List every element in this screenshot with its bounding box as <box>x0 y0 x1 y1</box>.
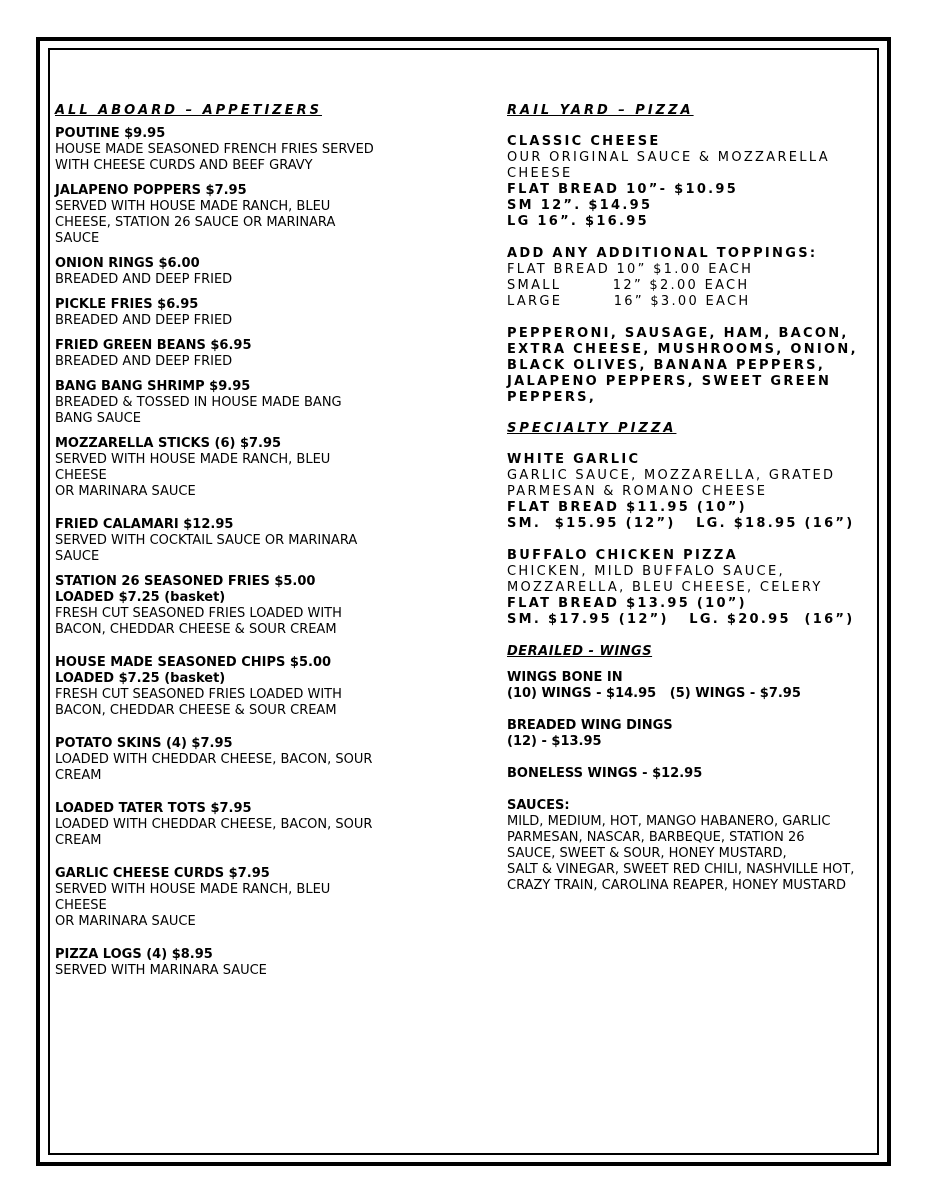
item-desc: CHEESE <box>507 166 573 181</box>
item-desc: CHEESE <box>55 468 107 483</box>
item-name: WHITE GARLIC <box>507 452 641 467</box>
item-name: ONION RINGS $6.00 <box>55 256 200 271</box>
item-desc: FRESH CUT SEASONED FRIES LOADED WITH <box>55 606 342 621</box>
item-name: PICKLE FRIES $6.95 <box>55 297 199 312</box>
wings-line: (10) WINGS - $14.95 (5) WINGS - $7.95 <box>507 686 801 701</box>
toppings-price-row: FLAT BREAD 10” $1.00 EACH <box>507 262 754 277</box>
menu-item <box>55 517 455 565</box>
buffalo-chicken-block <box>507 548 877 628</box>
item-desc: CREAM <box>55 833 102 848</box>
menu-item <box>55 736 455 784</box>
item-price: FLAT BREAD $11.95 (10”) <box>507 500 747 515</box>
item-desc: SERVED WITH HOUSE MADE RANCH, BLEU <box>55 452 331 467</box>
item-desc: OUR ORIGINAL SAUCE & MOZZARELLA <box>507 150 830 165</box>
menu-item <box>55 866 455 930</box>
toppings-price-row: LARGE 16” $3.00 EACH <box>507 294 751 309</box>
menu-item <box>55 338 455 370</box>
item-desc: HOUSE MADE SEASONED FRENCH FRIES SERVED <box>55 142 374 157</box>
toppings-list <box>507 326 877 406</box>
item-name: JALAPENO POPPERS $7.95 <box>55 183 247 198</box>
menu-item <box>55 297 455 329</box>
sauces-block <box>507 798 877 894</box>
item-name: BUFFALO CHICKEN PIZZA <box>507 548 738 563</box>
sauces-line: SALT & VINEGAR, SWEET RED CHILI, NASHVILLE HOT, <box>507 862 855 877</box>
toppings-title: ADD ANY ADDITIONAL TOPPINGS: <box>507 246 818 261</box>
menu-item <box>55 379 455 427</box>
item-desc: CHICKEN, MILD BUFFALO SAUCE, <box>507 564 785 579</box>
wings-item <box>507 670 877 702</box>
item-price: SM. $17.95 (12”) LG. $20.95 (16”) <box>507 612 855 627</box>
item-desc: BACON, CHEDDAR CHEESE & SOUR CREAM <box>55 703 337 718</box>
wings-item <box>507 766 877 782</box>
item-desc: OR MARINARA SAUCE <box>55 484 196 499</box>
toppings-line: BLACK OLIVES, BANANA PEPPERS, <box>507 358 826 373</box>
item-desc: GARLIC SAUCE, MOZZARELLA, GRATED <box>507 468 836 483</box>
wings-line: WINGS BONE IN <box>507 670 623 685</box>
sauces-line: CRAZY TRAIN, CAROLINA REAPER, HONEY MUSTARD <box>507 878 847 893</box>
classic-cheese-block <box>507 134 877 230</box>
appetizers-column <box>55 103 455 988</box>
item-desc: LOADED WITH CHEDDAR CHEESE, BACON, SOUR <box>55 752 373 767</box>
menu-item <box>55 183 455 247</box>
toppings-line: JALAPENO PEPPERS, SWEET GREEN <box>507 374 832 389</box>
item-desc: BACON, CHEDDAR CHEESE & SOUR CREAM <box>55 622 337 637</box>
item-name: POUTINE $9.95 <box>55 126 166 141</box>
wings-line: (12) - $13.95 <box>507 734 602 749</box>
item-name: MOZZARELLA STICKS (6) $7.95 <box>55 436 282 451</box>
item-price: FLAT BREAD $13.95 (10”) <box>507 596 747 611</box>
item-price: SM 12”. $14.95 <box>507 198 653 213</box>
wings-heading: DERAILED - WINGS <box>507 644 653 659</box>
white-garlic-block <box>507 452 877 532</box>
item-desc: BREADED AND DEEP FRIED <box>55 272 233 287</box>
item-desc: BREADED AND DEEP FRIED <box>55 354 233 369</box>
item-desc: CHEESE, STATION 26 SAUCE OR MARINARA <box>55 215 336 230</box>
item-name: PIZZA LOGS (4) $8.95 <box>55 947 213 962</box>
item-name: FRIED CALAMARI $12.95 <box>55 517 234 532</box>
pizza-heading: RAIL YARD – PIZZA <box>507 103 694 118</box>
sauces-line: SAUCE, SWEET & SOUR, HONEY MUSTARD, <box>507 846 787 861</box>
item-desc: BREADED & TOSSED IN HOUSE MADE BANG <box>55 395 342 410</box>
item-desc: BANG SAUCE <box>55 411 141 426</box>
item-desc: WITH CHEESE CURDS AND BEEF GRAVY <box>55 158 313 173</box>
item-desc: LOADED WITH CHEDDAR CHEESE, BACON, SOUR <box>55 817 373 832</box>
wings-item <box>507 718 877 750</box>
item-desc: SERVED WITH HOUSE MADE RANCH, BLEU <box>55 882 331 897</box>
toppings-line: PEPPERONI, SAUSAGE, HAM, BACON, <box>507 326 849 341</box>
menu-item <box>55 126 455 174</box>
item-desc: OR MARINARA SAUCE <box>55 914 196 929</box>
item-name-loaded: LOADED $7.25 (basket) <box>55 590 226 605</box>
item-desc: SAUCE <box>55 231 100 246</box>
item-desc: SERVED WITH HOUSE MADE RANCH, BLEU <box>55 199 331 214</box>
item-name: FRIED GREEN BEANS $6.95 <box>55 338 252 353</box>
item-name: CLASSIC CHEESE <box>507 134 661 149</box>
item-desc: BREADED AND DEEP FRIED <box>55 313 233 328</box>
item-desc: SERVED WITH COCKTAIL SAUCE OR MARINARA <box>55 533 358 548</box>
item-name: GARLIC CHEESE CURDS $7.95 <box>55 866 270 881</box>
toppings-block <box>507 246 877 310</box>
wings-line: BREADED WING DINGS <box>507 718 673 733</box>
item-desc: SAUCE <box>55 549 100 564</box>
item-name: HOUSE MADE SEASONED CHIPS $5.00 <box>55 655 332 670</box>
item-desc: FRESH CUT SEASONED FRIES LOADED WITH <box>55 687 342 702</box>
toppings-price-row: SMALL 12” $2.00 EACH <box>507 278 750 293</box>
specialty-pizza-heading: SPECIALTY PIZZA <box>507 421 677 436</box>
item-price: LG 16”. $16.95 <box>507 214 649 229</box>
item-name: BANG BANG SHRIMP $9.95 <box>55 379 251 394</box>
item-price: SM. $15.95 (12”) LG. $18.95 (16”) <box>507 516 855 531</box>
menu-item <box>55 436 455 500</box>
menu-item <box>55 947 455 979</box>
menu-item <box>55 574 455 638</box>
item-desc: MOZZARELLA, BLEU CHEESE, CELERY <box>507 580 823 595</box>
menu-item <box>55 655 455 719</box>
menu-item <box>55 256 455 288</box>
item-desc: PARMESAN & ROMANO CHEESE <box>507 484 768 499</box>
item-name-loaded: LOADED $7.25 (basket) <box>55 671 226 686</box>
sauces-title: SAUCES: <box>507 798 570 813</box>
toppings-line: PEPPERS, <box>507 390 597 405</box>
item-desc: CHEESE <box>55 898 107 913</box>
item-desc: CREAM <box>55 768 102 783</box>
sauces-line: MILD, MEDIUM, HOT, MANGO HABANERO, GARLIC <box>507 814 831 829</box>
item-name: LOADED TATER TOTS $7.95 <box>55 801 252 816</box>
wings-line: BONELESS WINGS - $12.95 <box>507 766 703 781</box>
item-desc: SERVED WITH MARINARA SAUCE <box>55 963 267 978</box>
menu-item <box>55 801 455 849</box>
sauces-line: PARMESAN, NASCAR, BARBEQUE, STATION 26 <box>507 830 805 845</box>
item-name: STATION 26 SEASONED FRIES $5.00 <box>55 574 316 589</box>
pizza-wings-column <box>507 103 877 894</box>
toppings-line: EXTRA CHEESE, MUSHROOMS, ONION, <box>507 342 858 357</box>
item-price: FLAT BREAD 10”- $10.95 <box>507 182 739 197</box>
appetizers-heading: ALL ABOARD – APPETIZERS <box>55 103 322 118</box>
item-name: POTATO SKINS (4) $7.95 <box>55 736 233 751</box>
